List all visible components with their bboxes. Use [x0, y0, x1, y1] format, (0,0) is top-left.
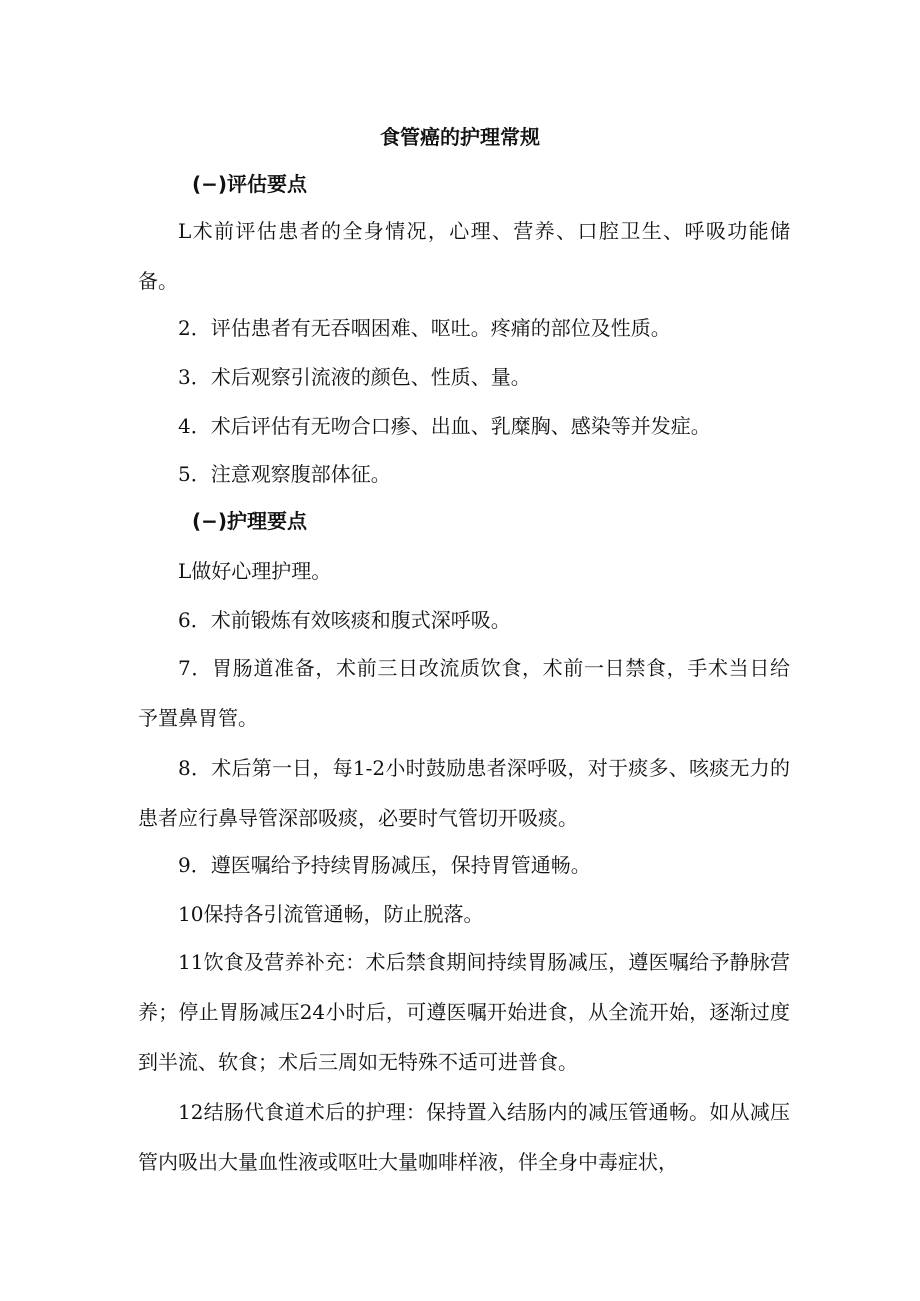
paragraph-nursing-9: 9．遵医嘱给予持续胃肠减压，保持胃管通畅。	[178, 853, 591, 877]
section-heading-nursing: (−)护理要点	[192, 509, 308, 533]
document-title: 食管癌的护理常规	[380, 125, 540, 149]
paragraph-nursing-1: L做好心理护理。	[178, 559, 332, 583]
section-heading-assessment: (−)评估要点	[192, 172, 308, 196]
paragraph-nursing-8: 8．术后第一日，每1-2小时鼓励患者深呼吸，对于痰多、咳痰无力的患者应行鼻导管深部吸痰，必要时气管切开吸痰。	[138, 756, 790, 830]
paragraph-nursing-10: 10保持各引流管通畅，防止脱落。	[178, 902, 484, 926]
paragraph-assessment-4: 4．术后评估有无吻合口瘆、出血、乳糜胸、感染等并发症。	[178, 414, 711, 438]
paragraph-assessment-5: 5．注意观察腹部体征。	[178, 462, 391, 486]
paragraph-assessment-3: 3．术后观察引流液的颜色、性质、量。	[178, 365, 531, 389]
paragraph-nursing-6: 6．术前锻炼有效咳痰和腹式深呼吸。	[178, 608, 511, 632]
paragraph-nursing-11: 11饮食及营养补充：术后禁食期间持续胃肠减压，遵医嘱给予静脉营养；停止胃肠减压24小时后，可遵医嘱开始进食，从全流开始，逐渐过度到半流、软食；术后三周如无特殊不适可进普食。	[138, 950, 790, 1074]
paragraph-nursing-12: 12结肠代食道术后的护理：保持置入结肠内的减压管通畅。如从减压管内吸出大量血性液或呕吐大量咖啡样液，伴全身中毒症状，	[138, 1100, 790, 1174]
paragraph-assessment-1: L术前评估患者的全身情况，心理、营养、口腔卫生、呼吸功能储备。	[138, 219, 790, 293]
paragraph-assessment-2: 2．评估患者有无吞咽困难、呕吐。疼痛的部位及性质。	[178, 316, 671, 340]
paragraph-nursing-7: 7．胃肠道准备，术前三日改流质饮食，术前一日禁食，手术当日给予置鼻胃管。	[138, 656, 790, 730]
